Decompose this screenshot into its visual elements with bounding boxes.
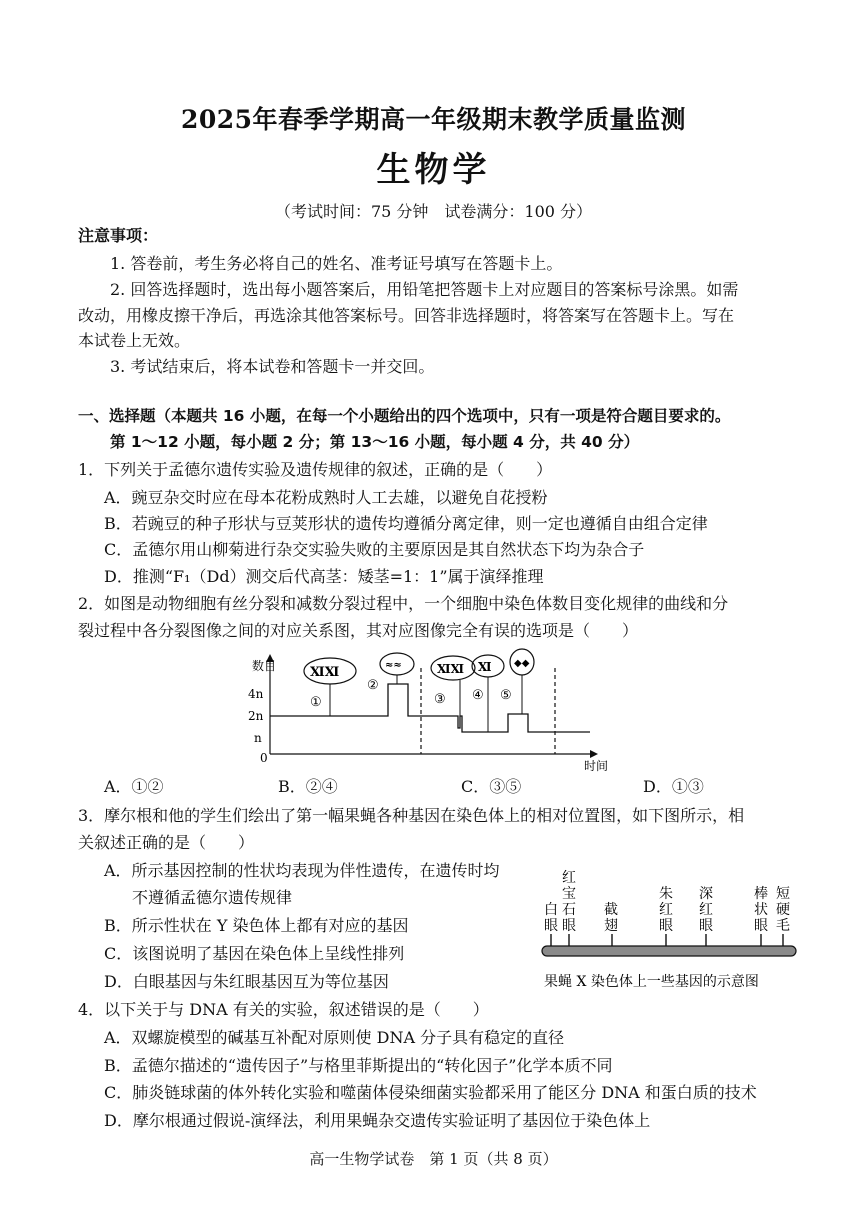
svg-text:眼: 眼 <box>659 918 673 934</box>
page-footer: 高一生物学试卷 第 1 页（共 8 页） <box>309 1150 558 1168</box>
section-heading: 第 1～12 小题，每小题 2 分；第 13～16 小题，每小题 4 分，共 40 分） <box>110 433 640 451</box>
svg-text:石: 石 <box>562 902 576 918</box>
svg-text:朱: 朱 <box>659 886 673 902</box>
gene-label-char: 白 <box>544 902 558 918</box>
question-option: D．白眼基因与朱红眼基因互为等位基因 <box>104 972 389 991</box>
exam-meta: （考试时间：75 分钟 试卷满分：100 分） <box>274 202 593 221</box>
question-option: A．所示基因控制的性状均表现为伴性遗传，在遗传时均 <box>104 861 500 880</box>
chromosome-count-figure <box>240 646 620 774</box>
figure-marker: ⑤ <box>500 688 512 703</box>
x-axis-label: 时间 <box>584 759 609 773</box>
question-stem: 4．以下关于与 DNA 有关的实验，叙述错误的是（ ） <box>78 1000 489 1019</box>
svg-text:眼: 眼 <box>699 918 713 934</box>
question-option: D．①③ <box>643 777 704 796</box>
question-option: D．摩尔根通过假说-演绎法，利用果蝇杂交遗传实验证明了基因位于染色体上 <box>104 1111 651 1130</box>
section-heading: 一、选择题（本题共 16 小题，在每一个小题给出的四个选项中，只有一项是符合题目要求的。 <box>78 407 731 425</box>
y-tick-label: n <box>254 731 262 745</box>
question-option: B．所示性状在 Y 染色体上都有对应的基因 <box>104 916 409 935</box>
notice-item: 本试卷上无效。 <box>78 331 191 350</box>
svg-text:状: 状 <box>754 902 768 918</box>
svg-text:◆◆: ◆◆ <box>514 658 530 669</box>
svg-text:短: 短 <box>776 886 790 902</box>
svg-text:毛: 毛 <box>776 918 790 934</box>
svg-text:红: 红 <box>699 902 713 918</box>
svg-text:硬: 硬 <box>776 902 790 918</box>
question-option: 不遵循孟德尔遗传规律 <box>132 888 293 907</box>
svg-text:截: 截 <box>604 902 618 918</box>
question-stem: 裂过程中各分裂图像之间的对应关系图，其对应图像完全有误的选项是（ ） <box>78 621 639 640</box>
svg-text:ⅪⅪ: ⅪⅪ <box>437 662 465 676</box>
y-tick-label: 4n <box>248 687 264 701</box>
y-tick-label: 0 <box>260 751 268 765</box>
svg-text:深: 深 <box>699 886 713 902</box>
svg-text:眼: 眼 <box>754 918 768 934</box>
svg-text:宝: 宝 <box>562 886 576 902</box>
exam-title: 2025年春季学期高一年级期末教学质量监测 <box>180 105 687 134</box>
question-option: C．孟德尔用山柳菊进行杂交实验失败的主要原因是其自然状态下均为杂合子 <box>104 540 645 559</box>
svg-text:≈≈: ≈≈ <box>385 660 402 671</box>
question-option: D．推测“F₁（Dd）测交后代高茎：矮茎=1：1”属于演绎推理 <box>104 567 544 586</box>
figure-marker: ③ <box>434 692 446 707</box>
svg-text:眼: 眼 <box>562 918 576 934</box>
svg-text:ⅪⅪ: ⅪⅪ <box>310 665 340 680</box>
svg-text:红: 红 <box>659 902 673 918</box>
question-option: C．该图说明了基因在染色体上呈线性排列 <box>104 944 405 963</box>
question-option: A．豌豆杂交时应在母本花粉成熟时人工去雄，以避免自花授粉 <box>104 488 548 507</box>
gene-label-char: 眼 <box>544 918 558 934</box>
svg-text:Ⅺ: Ⅺ <box>478 660 492 674</box>
question-option: B．孟德尔描述的“遗传因子”与格里菲斯提出的“转化因子”化学本质不同 <box>104 1056 613 1075</box>
figure-marker: ② <box>367 678 379 693</box>
notice-item: 3. 考试结束后，将本试卷和答题卡一并交回。 <box>110 357 435 376</box>
question-option: A．双螺旋模型的碱基互补配对原则使 DNA 分子具有稳定的直径 <box>104 1028 565 1047</box>
exam-subject: 生物学 <box>376 150 491 190</box>
question-stem: 2．如图是动物细胞有丝分裂和减数分裂过程中，一个细胞中染色体数目变化规律的曲线和分 <box>78 594 729 613</box>
figure-marker: ① <box>310 695 322 710</box>
chromosome-bar <box>542 946 796 956</box>
gene-label-char: 红 <box>562 870 576 886</box>
y-tick-label: 2n <box>248 709 264 723</box>
notice-item: 2. 回答选择题时，选出每小题答案后，用铅笔把答题卡上对应题目的答案标号涂黑。如需 <box>110 280 739 299</box>
figure-marker: ④ <box>472 688 484 703</box>
question-option: B．②④ <box>278 777 338 796</box>
question-stem: 关叙述正确的是（ ） <box>78 833 255 852</box>
question-option: B．若豌豆的种子形状与豆荚形状的遗传均遵循分离定律，则一定也遵循自由组合定律 <box>104 514 708 533</box>
svg-text:翅: 翅 <box>604 918 618 934</box>
y-axis-label: 数目 <box>252 659 277 673</box>
notice-item: 1. 答卷前，考生务必将自己的姓名、准考证号填写在答题卡上。 <box>110 254 563 273</box>
notice-item: 改动，用橡皮擦干净后，再选涂其他答案标号。回答非选择题时，将答案写在答题卡上。写在 <box>78 306 735 325</box>
question-option: C．③⑤ <box>461 777 522 796</box>
question-stem: 1．下列关于孟德尔遗传实验及遗传规律的叙述，正确的是（ ） <box>78 460 553 479</box>
question-stem: 3．摩尔根和他的学生们绘出了第一幅果蝇各种基因在染色体上的相对位置图，如下图所示，相 <box>78 806 745 825</box>
svg-text:棒: 棒 <box>754 886 768 902</box>
x-chromosome-figure <box>536 864 804 992</box>
question-option: A．①② <box>104 777 164 796</box>
question-option: C．肺炎链球菌的体外转化实验和噬菌体侵染细菌实验都采用了能区分 DNA 和蛋白质的技术 <box>104 1083 757 1102</box>
notice-heading: 注意事项： <box>78 226 159 245</box>
figure-caption: 果蝇 X 染色体上一些基因的示意图 <box>544 974 759 990</box>
